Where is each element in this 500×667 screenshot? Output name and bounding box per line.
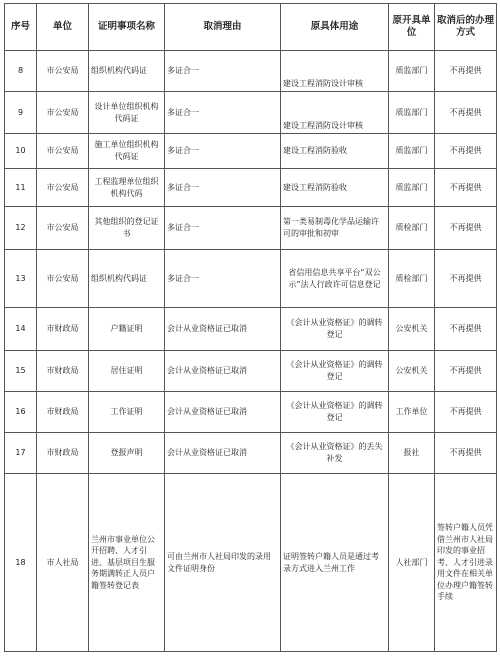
table-row	[5, 92, 497, 134]
row-unit: 市公安局	[37, 169, 89, 207]
row-item-name: 工程监理单位组织机构代码	[89, 169, 165, 207]
row-item-name: 户籍证明	[89, 308, 165, 351]
row-seq: 8	[5, 51, 37, 92]
row-reason: 多证合一	[165, 250, 281, 308]
row-item-name: 登报声明	[89, 433, 165, 474]
row-new-method: 不再提供	[435, 92, 497, 134]
row-original-use: 建设工程消防验收	[281, 169, 389, 207]
row-issuer: 公安机关	[389, 351, 435, 392]
table-row	[5, 169, 497, 207]
header-unit: 单位	[37, 4, 89, 51]
table-row	[5, 51, 497, 92]
row-seq: 14	[5, 308, 37, 351]
row-item-name: 居住证明	[89, 351, 165, 392]
row-seq: 16	[5, 392, 37, 433]
row-issuer: 质检部门	[389, 207, 435, 250]
row-new-method: 不再提供	[435, 51, 497, 92]
row-new-method: 不再提供	[435, 134, 497, 169]
row-new-method: 不再提供	[435, 308, 497, 351]
row-original-use: 建设工程消防设计审核	[281, 51, 389, 92]
row-unit: 市财政局	[37, 351, 89, 392]
table-row	[5, 207, 497, 250]
row-unit: 市财政局	[37, 392, 89, 433]
table-row	[5, 474, 497, 652]
header-reason: 取消理由	[165, 4, 281, 51]
row-seq: 18	[5, 474, 37, 652]
row-item-name: 工作证明	[89, 392, 165, 433]
row-original-use: 《会计从业资格证》的调转登记	[281, 351, 389, 392]
row-unit: 市公安局	[37, 92, 89, 134]
row-issuer: 质检部门	[389, 250, 435, 308]
row-reason: 多证合一	[165, 169, 281, 207]
row-unit: 市公安局	[37, 134, 89, 169]
row-seq: 15	[5, 351, 37, 392]
row-reason: 会计从业资格证已取消	[165, 392, 281, 433]
row-item-name: 施工单位组织机构代码证	[89, 134, 165, 169]
row-item-name: 其他组织的登记证书	[89, 207, 165, 250]
row-reason: 会计从业资格证已取消	[165, 433, 281, 474]
row-reason: 会计从业资格证已取消	[165, 308, 281, 351]
row-original-use: 《会计从业资格证》的丢失补发	[281, 433, 389, 474]
table-row	[5, 250, 497, 308]
row-reason: 多证合一	[165, 92, 281, 134]
row-item-name: 兰州市事业单位公开招聘、人才引进、基层项目生服务期满转正人员户籍签转登记表	[89, 474, 165, 652]
row-seq: 12	[5, 207, 37, 250]
row-issuer: 报社	[389, 433, 435, 474]
row-original-use: 省信用信息共享平台“双公示”法人行政许可信息登记	[281, 250, 389, 308]
row-issuer: 质监部门	[389, 51, 435, 92]
row-new-method: 不再提供	[435, 433, 497, 474]
row-seq: 10	[5, 134, 37, 169]
row-reason: 多证合一	[165, 207, 281, 250]
header-original-use: 原具体用途	[281, 4, 389, 51]
row-seq: 11	[5, 169, 37, 207]
table-row	[5, 134, 497, 169]
certificate-cancellation-table	[4, 3, 497, 652]
row-issuer: 质监部门	[389, 169, 435, 207]
row-original-use: 第一类易制毒化学品运输许可的审批和初审	[281, 207, 389, 250]
row-unit: 市公安局	[37, 207, 89, 250]
header-issuer: 原开具单位	[389, 4, 435, 51]
row-issuer: 人社部门	[389, 474, 435, 652]
row-new-method: 签转户籍人员凭借兰州市人社局印发的事业招考、人才引进录用文件在相关单位办理户籍签转手续	[435, 474, 497, 652]
row-issuer: 工作单位	[389, 392, 435, 433]
table-row	[5, 392, 497, 433]
row-item-name: 组织机构代码证	[89, 51, 165, 92]
row-reason: 多证合一	[165, 51, 281, 92]
row-new-method: 不再提供	[435, 392, 497, 433]
row-unit: 市财政局	[37, 308, 89, 351]
row-unit: 市公安局	[37, 51, 89, 92]
row-reason: 多证合一	[165, 134, 281, 169]
row-issuer: 质监部门	[389, 134, 435, 169]
row-reason: 会计从业资格证已取消	[165, 351, 281, 392]
row-new-method: 不再提供	[435, 250, 497, 308]
row-item-name: 组织机构代码证	[89, 250, 165, 308]
row-unit: 市人社局	[37, 474, 89, 652]
row-issuer: 公安机关	[389, 308, 435, 351]
row-original-use: 建设工程消防验收	[281, 134, 389, 169]
row-new-method: 不再提供	[435, 169, 497, 207]
table-row	[5, 433, 497, 474]
header-seq: 序号	[5, 4, 37, 51]
header-item-name: 证明事项名称	[89, 4, 165, 51]
row-seq: 13	[5, 250, 37, 308]
row-reason: 可由兰州市人社局印发的录用文件证明身份	[165, 474, 281, 652]
row-original-use: 《会计从业资格证》的调转登记	[281, 308, 389, 351]
row-issuer: 质监部门	[389, 92, 435, 134]
row-item-name: 设计单位组织机构代码证	[89, 92, 165, 134]
header-new-method: 取消后的办理方式	[435, 4, 497, 51]
row-seq: 17	[5, 433, 37, 474]
table-header-row	[5, 4, 497, 51]
table-row	[5, 351, 497, 392]
row-unit: 市财政局	[37, 433, 89, 474]
table-row	[5, 308, 497, 351]
row-original-use: 建设工程消防设计审核	[281, 92, 389, 134]
row-seq: 9	[5, 92, 37, 134]
row-original-use: 证明签转户籍人员是通过考录方式进入兰州工作	[281, 474, 389, 652]
row-original-use: 《会计从业资格证》的调转登记	[281, 392, 389, 433]
row-new-method: 不再提供	[435, 207, 497, 250]
row-unit: 市公安局	[37, 250, 89, 308]
row-new-method: 不再提供	[435, 351, 497, 392]
